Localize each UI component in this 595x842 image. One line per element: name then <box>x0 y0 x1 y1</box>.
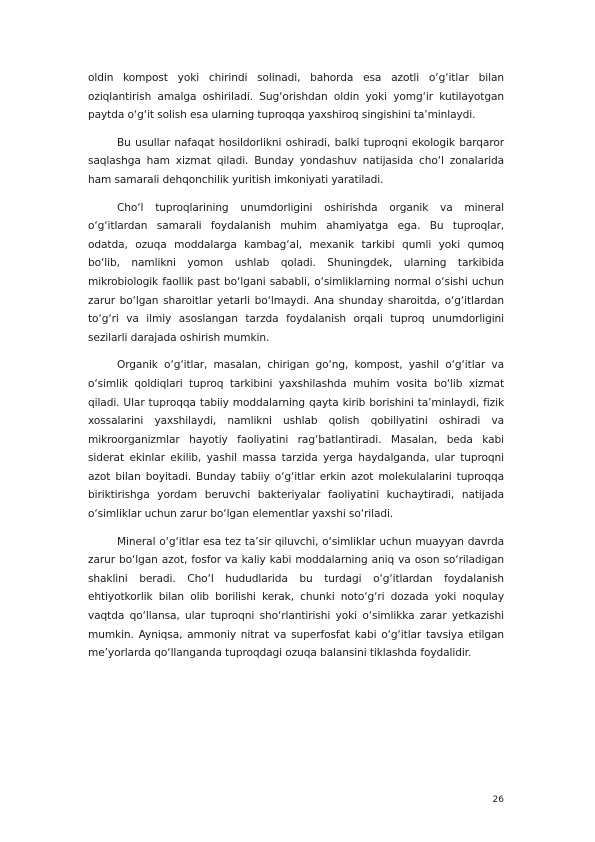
paragraph: Mineral o‘g‘itlar esa tez ta’sir qiluvchi, o‘simliklar uchun muayyan davrda zarur bo‘lgan azot, fosfor va kaliy kabi moddalarning aniq va oson so‘riladigan shaklini beradi. Cho‘l hududlarida bu turdagi o‘g‘itlardan foydalanish ehtiyotkorlik bilan olib borilishi kerak, chunki noto‘g‘ri dozada yoki noqulay vaqtda qo‘llansa, ular tuproqni sho‘rlantirishi yoki o‘simlikka zarar yetkazishi mumkin. Ayniqsa, ammoniy nitrat va superfosfat kabi o‘g‘itlar tavsiya etilgan me’yorlarda qo‘llanganda tuproqdagi ozuqa balansini tiklashda foydalidir. <box>88 535 504 660</box>
paragraph-continued: oldin kompost yoki chirindi solinadi, bahorda esa azotli o‘g‘itlar bilan oziqlantirish amalga oshiriladi. Sug‘orishdan oldin yoki yomg‘ir kutilayotgan paytda o‘g‘it solish esa ularning tuproqqa yaxshiroq singishini ta’minlaydi. <box>88 72 504 122</box>
paragraph: Organik o‘g‘itlar, masalan, chirigan go‘ng, kompost, yashil o‘g‘itlar va o‘simlik qoldiqlari tuproq tarkibini yaxshilashda muhim vosita bo‘lib xizmat qiladi. Ular tuproqqa tabiiy moddalarning qayta kirib borishini ta’minlaydi, fizik xossalarini yaxshilaydi, namlikni ushlab qolish qobiliyatini oshiradi va mikroorganizmlar hayotiy faoliyatini rag‘batlantiradi. Masalan, beda kabi siderat ekinlar ekilib, yashil massa tarzida yerga haydalganda, ular tuproqni azot bilan boyitadi. Bunday tabiiy o‘g‘itlar erkin azot molekulalarini tuproqqa biriktirishga yordam beruvchi bakteriyalar faoliyatini kuchaytiradi, natijada o‘simliklar uchun zarur bo‘lgan elementlar yaxshi so‘riladi. <box>88 359 504 521</box>
page-number: 26 <box>492 795 504 805</box>
document-page <box>88 69 504 672</box>
paragraph: Cho‘l tuproqlarining unumdorligini oshirishda organik va mineral o‘g‘itlardan samarali foydalanish muhim ahamiyatga ega. Bu tuproqlar, odatda, ozuqa moddalarga kambag‘al, mexanik tarkibi qumli yoki qumoq bo‘lib, namlikni yomon ushlab qoladi. Shuningdek, ularning tarkibida mikrobiologik faollik past bo‘lgani sababli, o‘simliklarning normal o‘sishi uchun zarur bo‘lgan sharoitlar yetarli bo‘lmaydi. Ana shunday sharoitda, o‘g‘itlardan to‘g‘ri va ilmiy asoslangan tarzda foydalanish orqali tuproq unumdorligini sezilarli darajada oshirish mumkin. <box>88 201 504 344</box>
paragraph: Bu usullar nafaqat hosildorlikni oshiradi, balki tuproqni ekologik barqaror saqlashga ham xizmat qiladi. Bunday yondashuv natijasida cho‘l zonalarida ham samarali dehqonchilik yuritish imkoniyati yaratiladi. <box>88 136 504 186</box>
